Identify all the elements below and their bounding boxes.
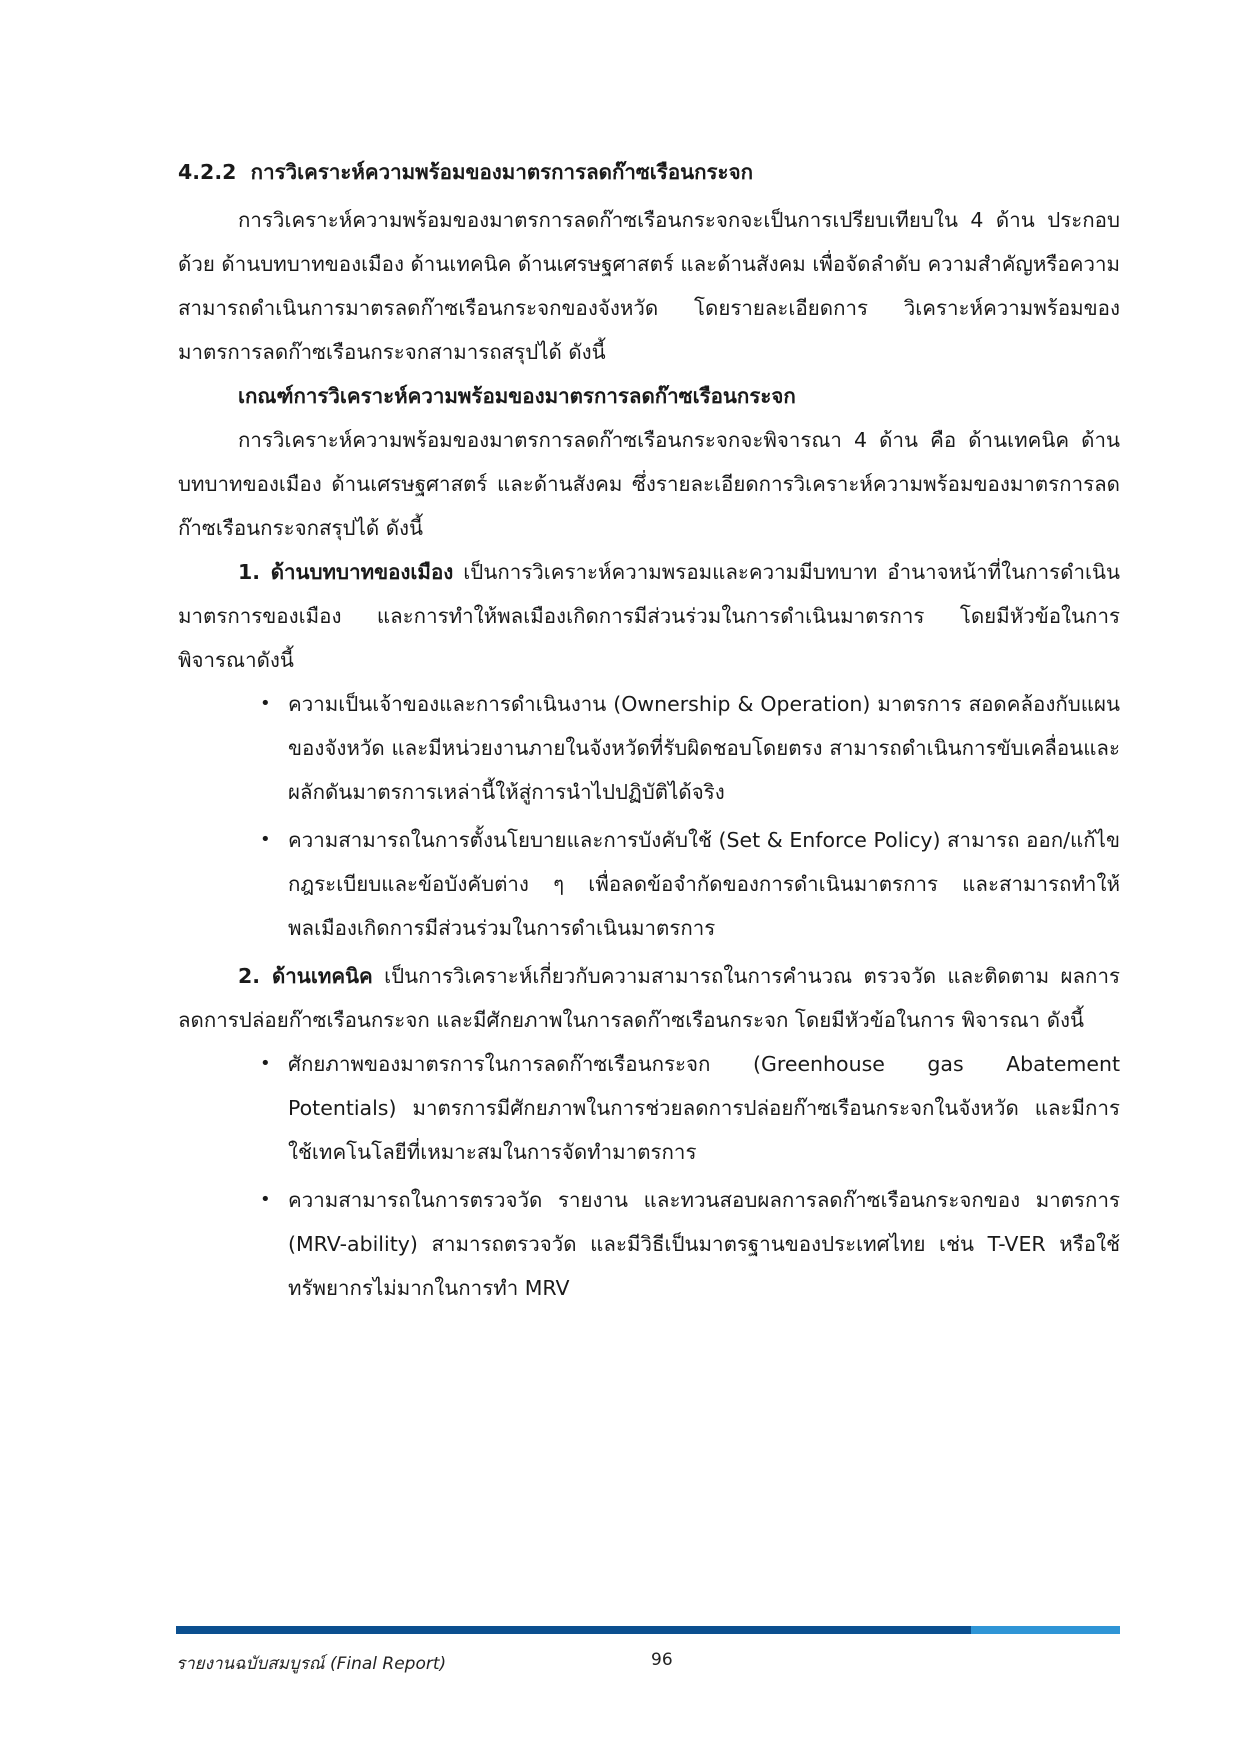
- bullet-icon: •: [260, 1053, 271, 1074]
- item2-label: 2. ด้านเทคนิค: [238, 964, 373, 988]
- criteria-heading: เกณฑ์การวิเคราะห์ความพร้อมของมาตรการลดก๊าซเรือนกระจก: [238, 384, 796, 408]
- intro-paragraph: การวิเคราะห์ความพร้อมของมาตรการลดก๊าซเรือนกระจกจะเป็นการเปรียบเทียบใน 4 ด้าน ประกอบด้วย ด้านบทบาทของเมือง ด้านเทคนิค ด้านเศรษฐศาสตร์ และด้านสังคม เพื่อจัดลำดับ ความสำคัญหรือความสามารถดำเนินการมาตรลดก๊าซเรือนกระจกของจังหวัด โดยรายละเอียดการ วิเคราะห์ความพร้อมของมาตรการลดก๊าซเรือนกระจกสามารถสรุปได้ ดังนี้: [178, 208, 1120, 364]
- section-title: การวิเคราะห์ความพร้อมของมาตรการลดก๊าซเรือนกระจก: [250, 160, 753, 184]
- footer-report-name: รายงานฉบับสมบูรณ์ (Final Report): [176, 1654, 447, 1674]
- document-body: [178, 150, 1120, 1314]
- section-heading: [178, 150, 1120, 194]
- footer-bar-dark-segment: [176, 1626, 971, 1634]
- footer-divider-bar: [176, 1626, 1120, 1634]
- bullet-text: ความสามารถในการตั้งนโยบายและการบังคับใช้ (Set & Enforce Policy) สามารถ ออก/แก้ไขกฎระเบียบและข้อบังคับต่าง ๆ เพื่อลดข้อจำกัดของการดำเนินมาตรการ และสามารถทำให้พลเมืองเกิดการมีส่วนร่วมในการดำเนินมาตรการ: [288, 828, 1120, 940]
- footer-bar-light-segment: [971, 1626, 1120, 1634]
- list-item: [260, 682, 1120, 814]
- item2-paragraph: [178, 954, 1120, 1042]
- list-item: [260, 1178, 1120, 1310]
- item2-text: เป็นการวิเคราะห์เกี่ยวกับความสามารถในการคำนวณ ตรวจวัด และติดตาม ผลการลดการปล่อยก๊าซเรือนกระจก และมีศักยภาพในการลดก๊าซเรือนกระจก โดยมีหัวข้อในการ พิจารณา ดังนี้: [178, 964, 1120, 1032]
- bullet-text: ความเป็นเจ้าของและการดำเนินงาน (Ownership & Operation) มาตรการ สอดคล้องกับแผนของจังหวัด และมีหน่วยงานภายในจังหวัดที่รับผิดชอบโดยตรง สามารถดำเนินการขับเคลื่อนและผลักดันมาตรการเหล่านี้ให้สู่การนำไปปฏิบัติได้จริง: [288, 692, 1120, 804]
- bullet-text: ความสามารถในการตรวจวัด รายงาน และทวนสอบผลการลดก๊าซเรือนกระจกของ มาตรการ (MRV-ability) สามารถตรวจวัด และมีวิธีเป็นมาตรฐานของประเทศไทย เช่น T-VER หรือใช้ทรัพยากรไม่มากในการทำ MRV: [288, 1188, 1120, 1300]
- footer-page-number: 96: [651, 1650, 673, 1670]
- section-number: 4.2.2: [178, 160, 237, 184]
- item1-label: 1. ด้านบทบาทของเมือง: [238, 560, 454, 584]
- item1-text: เป็นการวิเคราะห์ความพรอมและความมีบทบาท อำนาจหน้าที่ในการดำเนินมาตรการของเมือง และการทำให้พลเมืองเกิดการมีส่วนร่วมในการดำเนินมาตรการ โดยมีหัวข้อในการพิจารณาดังนี้: [178, 560, 1120, 672]
- bullet-icon: •: [260, 693, 271, 714]
- criteria-paragraph: การวิเคราะห์ความพร้อมของมาตรการลดก๊าซเรือนกระจกจะพิจารณา 4 ด้าน คือ ด้านเทคนิค ด้าน บทบาทของเมือง ด้านเศรษฐศาสตร์ และด้านสังคม ซึ่งรายละเอียดการวิเคราะห์ความพร้อมของมาตรการลดก๊าซเรือนกระจกสรุปได้ ดังนี้: [178, 428, 1120, 540]
- bullet-text: ศักยภาพของมาตรการในการลดก๊าซเรือนกระจก (Greenhouse gas Abatement Potentials) มาตรการมีศักยภาพในการช่วยลดการปล่อยก๊าซเรือนกระจกในจังหวัด และมีการใช้เทคโนโลยีที่เหมาะสมในการจัดทำมาตรการ: [288, 1052, 1120, 1164]
- list-item: [260, 818, 1120, 950]
- bullet-icon: •: [260, 829, 271, 850]
- list-item: [260, 1042, 1120, 1174]
- item2-bullet-list: [178, 1042, 1120, 1310]
- item1-bullet-list: [178, 682, 1120, 950]
- bullet-icon: •: [260, 1189, 271, 1210]
- item1-paragraph: [178, 550, 1120, 682]
